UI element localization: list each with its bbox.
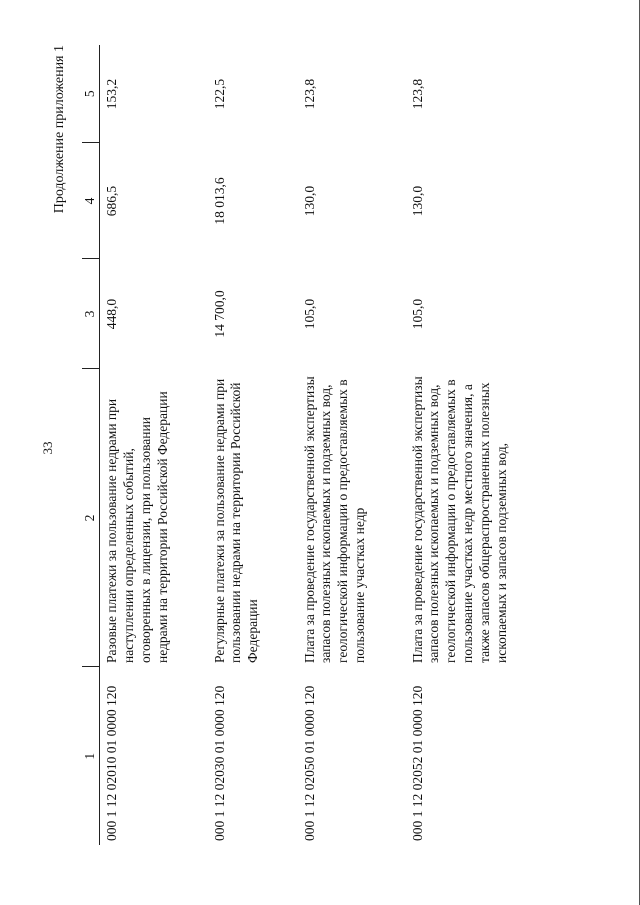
row-col5: 122,5 [211, 78, 227, 110]
row-col3: 105,0 [409, 298, 425, 330]
data-table [82, 45, 556, 845]
row-code: 000 1 12 02052 01 0000 120 [409, 685, 425, 841]
header-col-5: 5 [82, 45, 100, 143]
row-col3: 105,0 [301, 298, 317, 330]
row-col5: 153,2 [104, 78, 119, 110]
row-name: Плата за проведение государственной экспертизы запасов полезных ископаемых и подземных вод, геологической информации о предоставляемых в пользование участках недр местного значения, а также запасов общераспространенных полезных ископаемых и запасов подземных вод, [409, 376, 509, 663]
row-col4: 686,5 [104, 185, 119, 217]
header-col-2: 2 [82, 369, 100, 667]
row-name: Регулярные платежи за пользование недрами при пользовании недрами на территории Российской Федерации [211, 378, 261, 663]
header-col-4: 4 [82, 143, 100, 259]
row-name: Плата за проведение государственной экспертизы запасов полезных ископаемых и подземных вод, геологической информации о предоставляемых в пользование участках недр [301, 376, 368, 663]
row-code: 000 1 12 02050 01 0000 120 [301, 685, 317, 841]
row-col4: 130,0 [301, 185, 317, 217]
row-col5: 123,8 [409, 78, 425, 110]
table-row [208, 45, 298, 845]
row-code: 000 1 12 02010 01 0000 120 [104, 685, 119, 841]
row-col3: 448,0 [104, 298, 119, 330]
row-col4: 18 013,6 [211, 177, 227, 225]
row-name: Разовые платежи за пользование недрами при наступлении определенных событий, оговоренных в лицензии, при пользовании недрами на территории Российской Федерации [104, 391, 170, 663]
header-col-3: 3 [82, 259, 100, 369]
row-code: 000 1 12 02030 01 0000 120 [211, 685, 227, 841]
table-header-row [82, 45, 100, 845]
table-row [406, 45, 556, 845]
table-row [298, 45, 406, 845]
row-col5: 123,8 [301, 78, 317, 110]
table-row [100, 45, 208, 845]
appendix-caption: Продолжение приложения 1 [52, 45, 67, 214]
header-col-1: 1 [82, 667, 100, 845]
row-col4: 130,0 [409, 185, 425, 217]
row-col3: 14 700,0 [211, 290, 227, 338]
page-number: 33 [40, 441, 55, 455]
